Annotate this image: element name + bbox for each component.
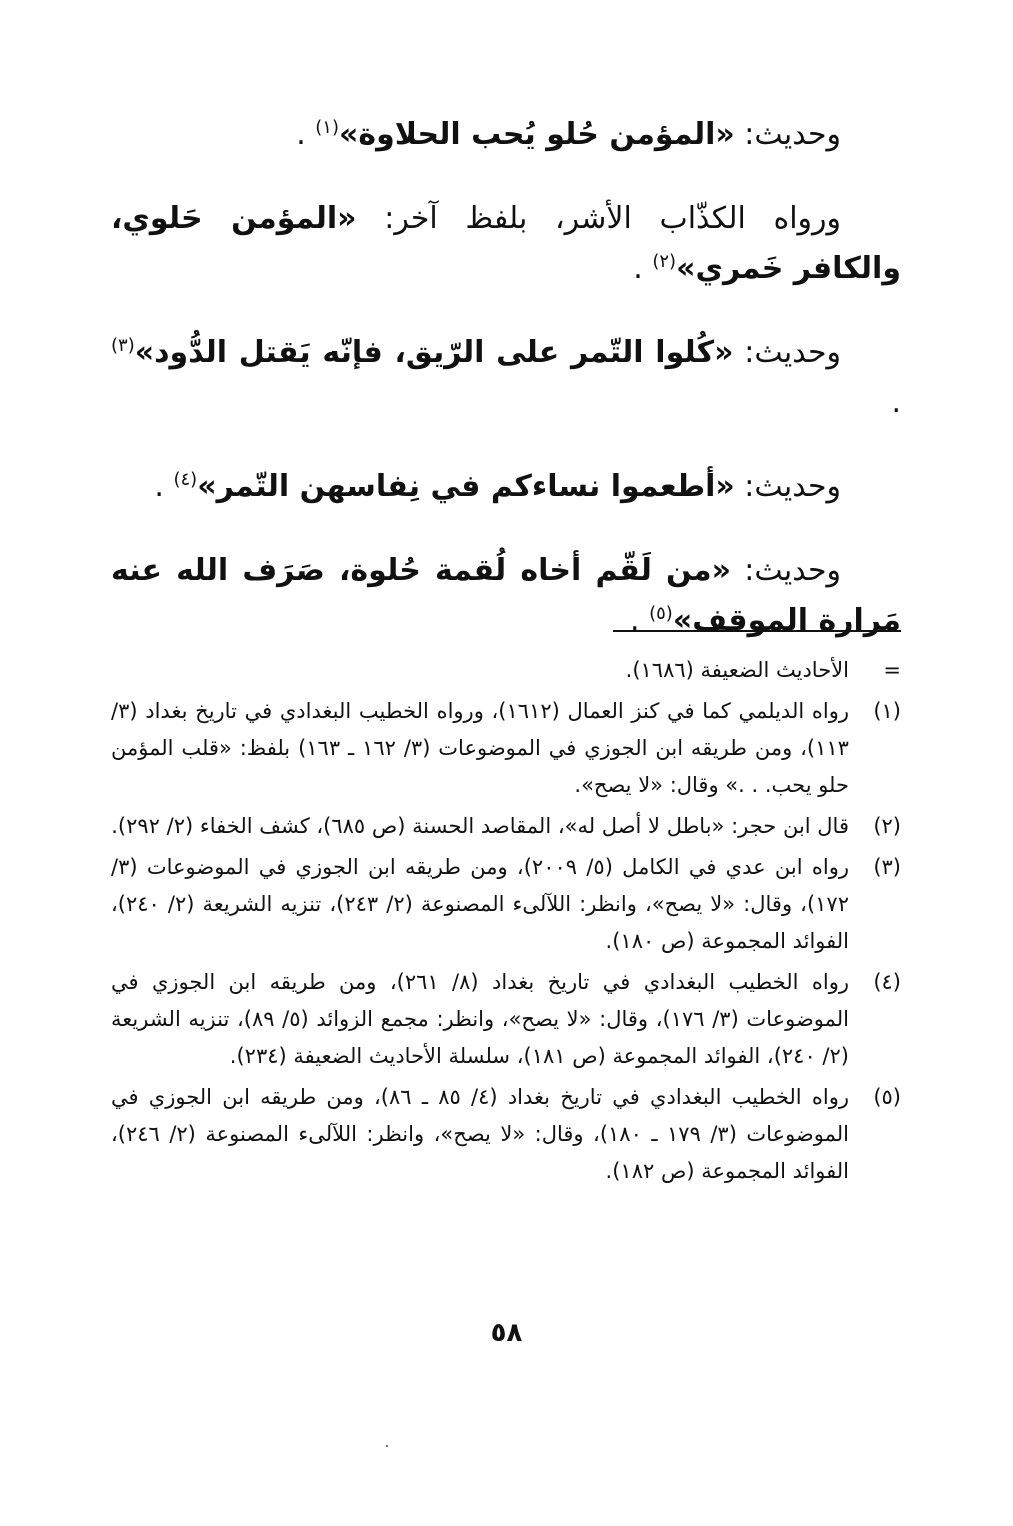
footnote-text: رواه الديلمي كما في كنز العمال (١٦١٢)، ورواه الخطيب البغدادي في تاريخ بغداد (٣/ ١١٣)، ومن طريقه ابن الجوزي في الموضوعات (٣/ ١٦٢ ـ ١٦٣) بلفظ: «قلب المؤمن حلو يحب. . .» وقال: «لا يصح». xyxy=(111,699,849,797)
footnote-ref: (٣) xyxy=(111,335,135,356)
footnote-ref: (١) xyxy=(315,117,339,138)
footnote-5 xyxy=(111,1079,901,1190)
page-number: ٥٨ xyxy=(490,1318,523,1348)
footnote-marker: (٥) xyxy=(873,1085,901,1109)
footnote-marker: (٢) xyxy=(873,814,901,838)
footnote-text: رواه الخطيب البغدادي في تاريخ بغداد (٨/ ٢٦١)، ومن طريقه ابن الجوزي في الموضوعات (٣/ ١٧٦)، وقال: «لا يصح»، وانظر: مجمع الزوائد (٥/ ٨٩)، تنزيه الشريعة (٢/ ٢٤٠)، الفوائد المجموعة (ص ١٨١)، سلسلة الأحاديث الضعيفة (٢٣٤). xyxy=(111,970,850,1068)
hadith-paragraph-2: ورواه الكذّاب الأشر، بلفظ آخر: «المؤمن حَلوي، والكافر خَمري»$^{(٢)}$ . xyxy=(111,201,901,286)
footnote-marker: (٣) xyxy=(873,855,901,879)
footnotes xyxy=(111,652,901,1194)
footnote-1 xyxy=(111,693,901,804)
footnote-text: الأحاديث الضعيفة (١٦٨٦). xyxy=(625,658,849,682)
footnote-text: رواه ابن عدي في الكامل (٥/ ٢٠٠٩)، ومن طريقه ابن الجوزي في الموضوعات (٣/ ١٧٢)، وقال: «لا يصح»، وانظر: اللآلىء المصنوعة (٢/ ٢٤٣)، تنزيه الشريعة (٢/ ٢٤٠)، الفوائد المجموعة (ص ١٨٠). xyxy=(111,855,849,953)
footnote-marker: (٤) xyxy=(873,970,901,994)
footnote-marker: = xyxy=(883,658,901,682)
hadith-paragraph-1: وحديث: «المؤمن حُلو يُحب الحلاوة»$^{(١)}$ . xyxy=(296,117,841,152)
footnote-separator xyxy=(613,630,901,632)
footnote-ref: (٥) xyxy=(649,603,673,624)
footnote-ref: (٢) xyxy=(652,251,677,272)
footnote-4 xyxy=(111,964,901,1075)
main-text xyxy=(111,110,901,680)
hadith-paragraph-4: وحديث: «أطعموا نساءكم في نِفاسهن التّمر»$^{(٤)}$ . xyxy=(154,469,841,504)
footnote-3 xyxy=(111,849,901,960)
footnote-2 xyxy=(111,808,901,845)
footnote-ref: (٤) xyxy=(173,469,198,490)
scan-speck xyxy=(386,1445,388,1447)
hadith-paragraph-3: وحديث: «كُلوا التّمر على الرّيق، فإنّه يَقتل الدُّود»$^{(٣)}$ . xyxy=(111,335,901,420)
footnote-text: رواه الخطيب البغدادي في تاريخ بغداد (٤/ ٨٥ ـ ٨٦)، ومن طريقه ابن الجوزي في الموضوعات (٣/ ١٧٩ ـ ١٨٠)، وقال: «لا يصح»، وانظر: اللآلىء المصنوعة (٢/ ٢٤٦)، الفوائد المجموعة (ص ١٨٢). xyxy=(111,1085,849,1183)
footnote-marker: (١) xyxy=(873,699,901,723)
footnote-continuation xyxy=(111,652,901,689)
hadith-paragraph-5: وحديث: «من لَقّم أخاه لُقمة حُلوة، صَرَف الله عنه مَرارة الموقف»$^{(٥)}$ . xyxy=(111,553,901,638)
footnote-text: قال ابن حجر: «باطل لا أصل له»، المقاصد الحسنة (ص ٦٨٥)، كشف الخفاء (٢/ ٢٩٢). xyxy=(111,814,849,838)
